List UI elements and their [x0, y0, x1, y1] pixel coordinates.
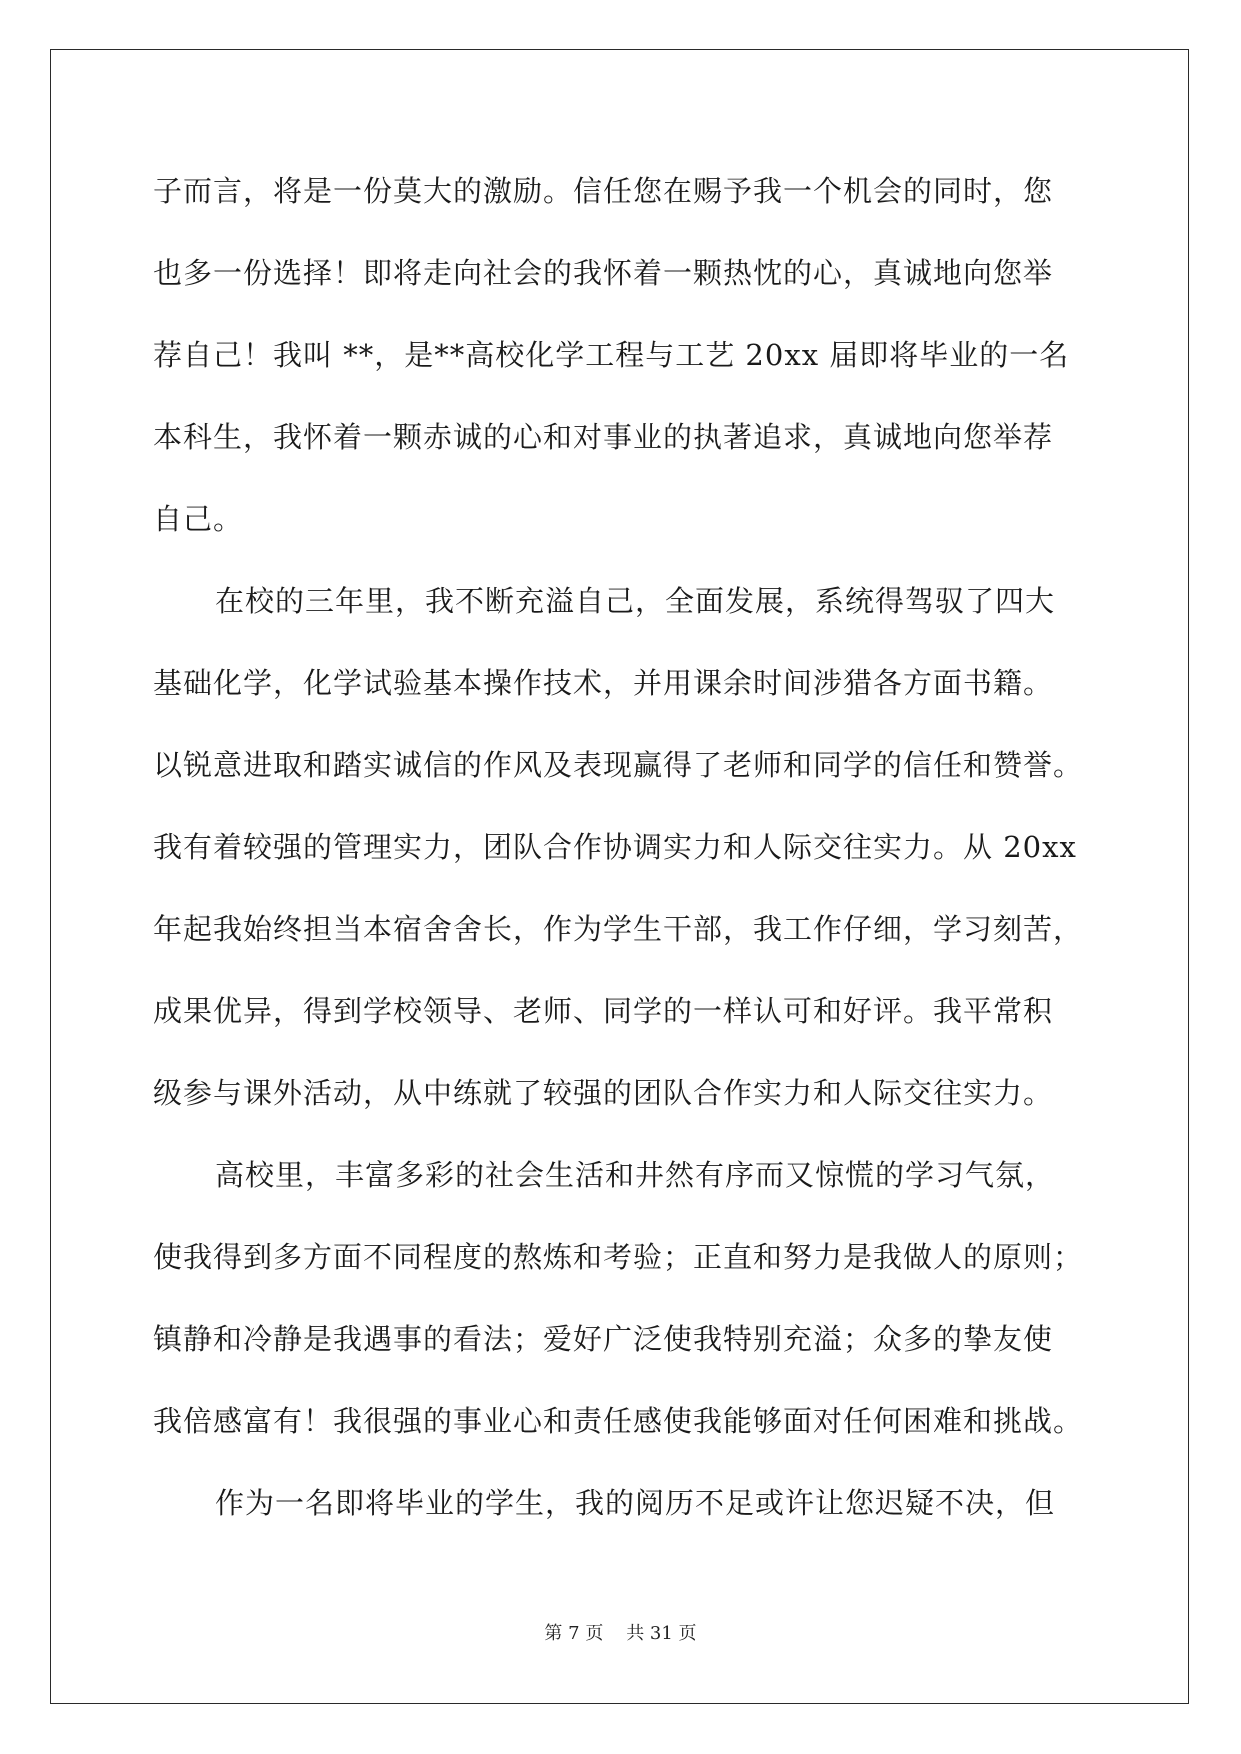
- text-line: 级参与课外活动，从中练就了较强的团队合作实力和人际交往实力。: [153, 1076, 1054, 1110]
- text-line: 年起我始终担当本宿舍舍长，作为学生干部，我工作仔细，学习刻苦，: [153, 912, 1084, 946]
- text-line: 本科生，我怀着一颗赤诚的心和对事业的执著追求，真诚地向您举荐: [153, 420, 1054, 454]
- text-line: 成果优异，得到学校领导、老师、同学的一样认可和好评。我平常积: [153, 994, 1054, 1028]
- text-line: 我倍感富有！我很强的事业心和责任感使我能够面对任何困难和挑战。: [153, 1404, 1084, 1438]
- paragraph-first-line: 在校的三年里，我不断充溢自己，全面发展，系统得驾驭了四大: [215, 584, 1056, 618]
- paragraph-first-line: 作为一名即将毕业的学生，我的阅历不足或许让您迟疑不决，但: [215, 1486, 1056, 1520]
- text-line: 镇静和冷静是我遇事的看法；爱好广泛使我特别充溢；众多的挚友使: [153, 1322, 1054, 1356]
- text-line: 子而言，将是一份莫大的激励。信任您在赐予我一个机会的同时，您: [153, 174, 1054, 208]
- text-line: 基础化学，化学试验基本操作技术，并用课余时间涉猎各方面书籍。: [153, 666, 1054, 700]
- text-line: 也多一份选择！即将走向社会的我怀着一颗热忱的心，真诚地向您举: [153, 256, 1054, 290]
- document-body: [153, 163, 1093, 1557]
- text-line: 荐自己！我叫 **，是**高校化学工程与工艺 20xx 届即将毕业的一名: [153, 338, 1070, 372]
- paragraph-first-line: 高校里，丰富多彩的社会生活和井然有序而又惊慌的学习气氛，: [215, 1158, 1056, 1192]
- text-line: 我有着较强的管理实力，团队合作协调实力和人际交往实力。从 20xx: [153, 830, 1077, 864]
- page-number-footer: 第 7 页 共 31 页: [544, 1623, 697, 1644]
- text-line: 使我得到多方面不同程度的熬炼和考验；正直和努力是我做人的原则；: [153, 1240, 1084, 1274]
- text-line: 以锐意进取和踏实诚信的作风及表现赢得了老师和同学的信任和赞誉。: [153, 748, 1084, 782]
- text-line: 自己。: [153, 502, 244, 536]
